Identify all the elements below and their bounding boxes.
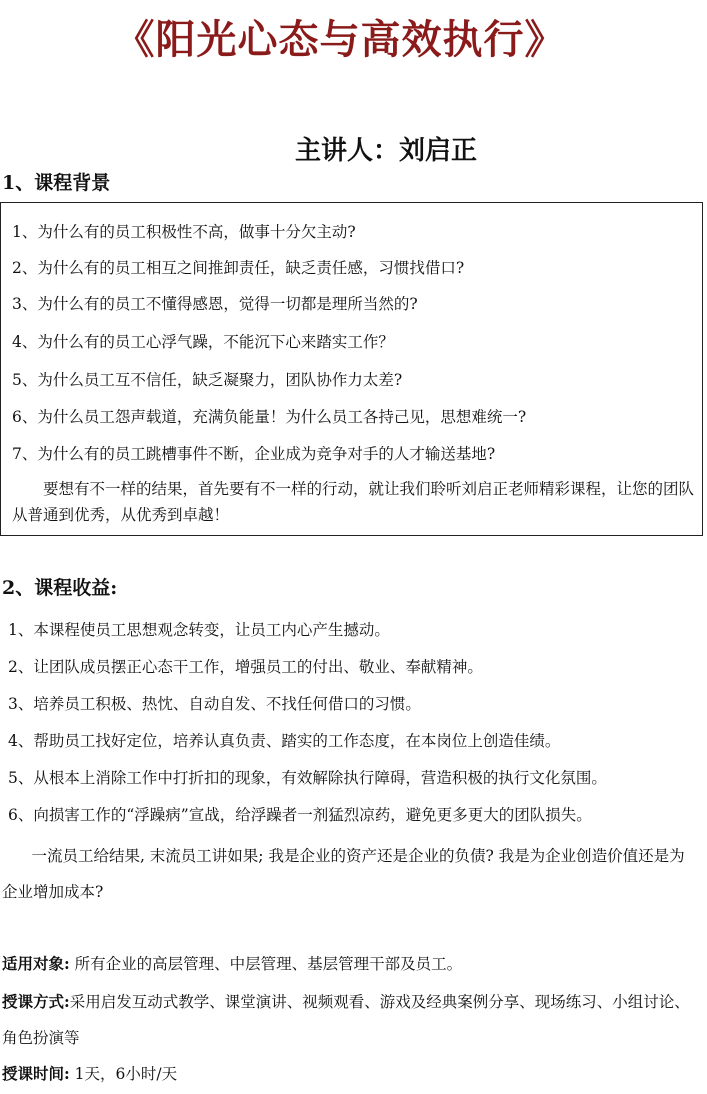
- question-item: 1、为什么有的员工积极性不高，做事十分欠主动?: [12, 223, 356, 241]
- benefit-item: 2、让团队成员摆正心态干工作，增强员工的付出、敬业、奉献精神。: [8, 658, 483, 676]
- benefit-item: 6、向损害工作的“浮躁病”宣战，给浮躁者一剂猛烈凉药，避免更多更大的团队损失。: [8, 806, 592, 824]
- background-box: [0, 202, 703, 536]
- question-item: 2、为什么有的员工相互之间推卸责任，缺乏责任感，习惯找借口?: [12, 259, 465, 277]
- audience-label: 适用对象:: [2, 954, 70, 973]
- time-value: 1天，6小时/天: [74, 1065, 178, 1083]
- question-item: 7、为什么有的员工跳槽事件不断，企业成为竞争对手的人才输送基地?: [12, 445, 496, 463]
- benefit-item: 5、从根本上消除工作中打折扣的现象，有效解除执行障碍，营造积极的执行文化氛围。: [8, 769, 607, 787]
- method-value: 采用启发互动式教学、课堂演讲、视频观看、游戏及经典案例分享、现场练习、小组讨论、角色扮演等: [2, 993, 690, 1047]
- question-item: 5、为什么员工互不信任，缺乏凝聚力，团队协作力太差?: [12, 371, 403, 389]
- section-heading-background: 1、课程背景: [2, 172, 111, 194]
- benefit-item: 3、培养员工积极、热忱、自动自发、不找任何借口的习惯。: [8, 695, 421, 713]
- audience-line: [2, 946, 697, 982]
- method-line: [2, 984, 697, 1056]
- time-line: [2, 1056, 697, 1092]
- benefit-item: 4、帮助员工找好定位，培养认真负责、踏实的工作态度，在本岗位上创造佳绩。: [8, 732, 561, 750]
- speaker-line: 主讲人：刘启正: [295, 136, 478, 166]
- section-heading-benefits: 2、课程收益:: [2, 577, 118, 599]
- benefit-item: 1、本课程使员工思想观念转变，让员工内心产生撼动。: [8, 621, 390, 639]
- background-summary: 要想有不一样的结果，首先要有不一样的行动，就让我们聆听刘启正老师精彩课程，让您的团队从普通到优秀，从优秀到卓越！: [12, 480, 695, 524]
- question-item: 6、为什么员工怨声载道，充满负能量！为什么员工各持己见，思想难统一?: [12, 408, 527, 426]
- question-item: 3、为什么有的员工不懂得感恩，觉得一切都是理所当然的?: [12, 295, 418, 313]
- method-label: 授课方式:: [2, 992, 70, 1011]
- question-item: 4、为什么有的员工心浮气躁，不能沉下心来踏实工作？: [12, 333, 394, 351]
- audience-value: 所有企业的高层管理、中层管理、基层管理干部及员工。: [74, 955, 463, 973]
- closing-paragraph: 一流员工给结果, 末流员工讲如果; 我是企业的资产还是企业的负债? 我是为企业创造价值还是为企业增加成本?: [2, 847, 685, 901]
- time-label: 授课时间:: [2, 1064, 70, 1083]
- document-title: 《阳光心态与高效执行》: [114, 17, 566, 63]
